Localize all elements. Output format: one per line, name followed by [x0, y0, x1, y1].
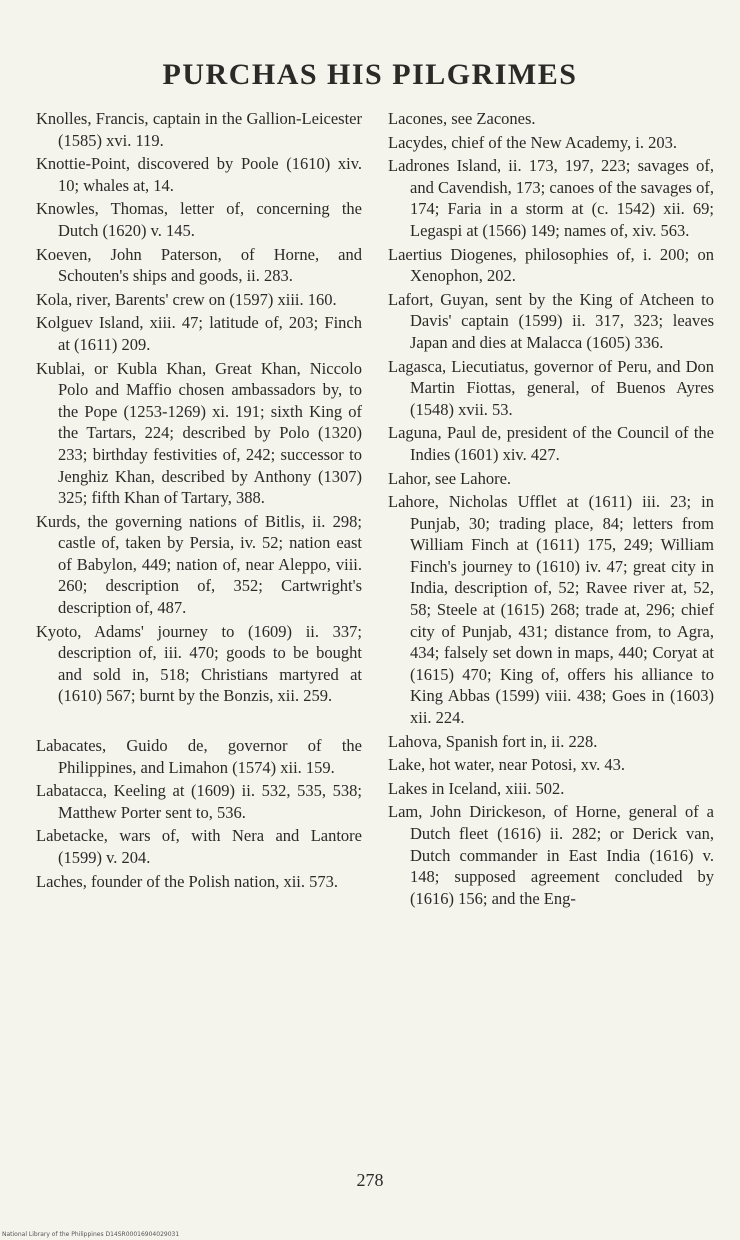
index-entry: Lahor, see Lahore.: [388, 468, 512, 488]
page-number: 278: [356, 1170, 384, 1190]
index-entry: Kola, river, Barents' crew on (1597) xiii. 160.: [36, 289, 337, 309]
index-entry: Lacones, see Zacones.: [388, 109, 536, 128]
index-entry: Laches, founder of the Polish nation, xii. 573.: [36, 871, 338, 891]
scan-footer: National Library of the Philippines D14SR00016904029031: [2, 1231, 180, 1238]
page-title: PURCHAS HIS PILGRIMES: [162, 58, 578, 91]
index-entry: Lakes in Iceland, xiii. 502.: [388, 778, 565, 798]
index-entry: Labatacca, Keeling at (1609) ii. 532, 535, 538; Matthew Porter sent to, 536.: [36, 781, 362, 822]
index-entry: Knottie-Point, discovered by Poole (1610) xiv. 10; whales at, 14.: [36, 154, 362, 195]
index-entry: Ladrones Island, ii. 173, 197, 223; savages of, and Cavendish, 173; canoes of the savages of, 174; Faria in a storm at (c. 1542) xii. 69; Legaspi at (1566) 149; names of, xiv. 563.: [388, 156, 714, 240]
index-entry: Koeven, John Paterson, of Horne, and Schouten's ships and goods, ii. 283.: [36, 244, 362, 286]
index-entry: Lake, hot water, near Potosi, xv. 43.: [388, 755, 626, 775]
left-column: [36, 108, 362, 894]
index-entry: Laertius Diogenes, philosophies of, i. 200; on Xenophon, 202.: [388, 244, 714, 286]
index-entry: Lahova, Spanish fort in, ii. 228.: [388, 731, 598, 751]
section-gap: [36, 709, 362, 735]
index-entry: Kurds, the governing nations of Bitlis, ii. 298; castle of, taken by Persia, iv. 52; nation east of Babylon, 449; nation of, near Aleppo, viii. 260; description of, 352; Cartwright's description of, 487.: [36, 511, 362, 618]
index-entry: Lahore, Nicholas Ufflet at (1611) iii. 23; in Punjab, 30; trading place, 84; letters from William Finch at (1611) 175, 249; William Finch's journey to (1610) iv. 47; great city in India, description of, 52; Ravee river at, 52, 58; Steele at (1615) 268; trade at, 296; chief city of Punjab, 431; distance from, to Agra, 434; falsely set down in maps, 440; Coryat at (1615) 470; King of, offers his alliance to King Abbas (1599) viii. 438; Goes in (1603) xii. 224.: [388, 492, 714, 728]
index-entry: Lafort, Guyan, sent by the King of Atcheen to Davis' captain (1599) ii. 317, 323; leaves Japan and dies at Malacca (1605) 336.: [388, 289, 714, 352]
index-entry: Knowles, Thomas, letter of, concerning the Dutch (1620) v. 145.: [36, 199, 362, 240]
index-entry: Kublai, or Kubla Khan, Great Khan, Niccolo Polo and Maffio chosen ambassadors by, to the Pope (1253-1269) xi. 191; sixth King of the Tartars, 224; described by Polo (1320) 233; birthday festivities of, 242; successor to Jenghiz Khan, described by Anthony (1307) 325; fifth Khan of Tartary, 388.: [36, 358, 362, 508]
index-entry: Kolguev Island, xiii. 47; latitude of, 203; Finch at (1611) 209.: [36, 313, 362, 354]
index-entry: Lacydes, chief of the New Academy, i. 203.: [388, 132, 677, 152]
index-entry: Labetacke, wars of, with Nera and Lantore (1599) v. 204.: [36, 826, 362, 867]
index-entry: Kyoto, Adams' journey to (1609) ii. 337; description of, iii. 470; goods to be bought and sold in, 518; Christians martyred at (1610) 567; burnt by the Bonzis, xii. 259.: [36, 621, 362, 706]
right-column: [388, 108, 714, 911]
index-entry: Lagasca, Liecutiatus, governor of Peru, and Don Martin Fiottas, general, of Buenos Ayres (1548) xvii. 53.: [388, 356, 714, 419]
index-entry: Knolles, Francis, captain in the Gallion-Leicester (1585) xvi. 119.: [36, 109, 362, 150]
index-entry: Lam, John Dirickeson, of Horne, general of a Dutch fleet (1616) ii. 282; or Derick van, Dutch commander in East India (1616) v. 148; supposed agreement concluded by (1616) 156; and the Eng-: [388, 802, 714, 908]
index-entry: Labacates, Guido de, governor of the Philippines, and Limahon (1574) xii. 159.: [36, 736, 362, 777]
index-entry: Laguna, Paul de, president of the Council of the Indies (1601) xiv. 427.: [388, 423, 714, 464]
